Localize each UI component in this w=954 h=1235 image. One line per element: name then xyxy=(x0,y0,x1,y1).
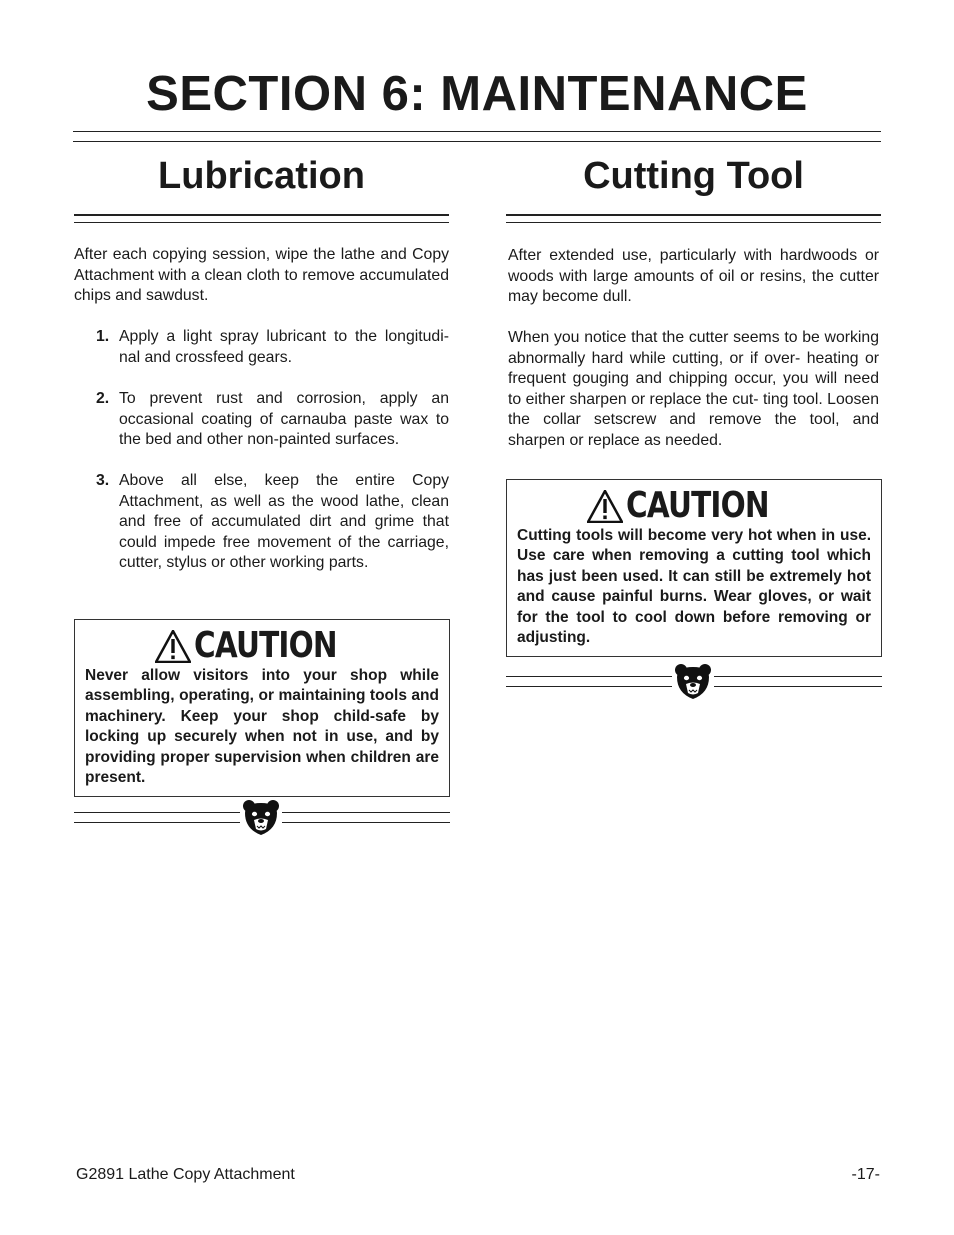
caution-header xyxy=(507,486,881,526)
end-rule xyxy=(506,686,672,687)
end-rule xyxy=(714,676,882,677)
step-number: 1. xyxy=(96,328,110,345)
bear-logo-icon xyxy=(241,799,281,837)
title-rule-top xyxy=(73,131,881,132)
end-rule xyxy=(282,812,450,813)
end-rule xyxy=(282,822,450,823)
caution-box-hot-tools xyxy=(506,479,882,657)
bear-logo-icon xyxy=(673,663,713,701)
section-title: SECTION 6: MAINTENANCE xyxy=(146,67,808,121)
lubrication-step xyxy=(96,389,449,451)
caution-text: Cutting tools will become very hot when in use. Use care when removing a cutting tool which has just been used. It can still be extremely hot and cause painful burns. Wear gloves, or wait for the tool to cool down before removing or adjusting. xyxy=(517,527,871,647)
footer-page-number: -17- xyxy=(851,1166,880,1183)
lubrication-rule-bottom xyxy=(74,222,449,223)
title-rule-bottom xyxy=(73,141,881,142)
caution-text: Never allow visitors into your shop while assembling, operating, or maintaining tools and machinery. Keep your shop child-safe by locking up securely when not in use, and by providing proper supervision when children are present. xyxy=(85,667,439,787)
step-number: 3. xyxy=(96,472,110,489)
lubrication-rule-top xyxy=(74,214,449,216)
lubrication-heading: Lubrication xyxy=(158,155,365,197)
step-text: To prevent rust and corrosion, apply an occasional coating of carnauba paste wax to the bed and other non-painted surfaces. xyxy=(119,390,449,448)
caution-label: CAUTION xyxy=(626,485,770,526)
end-rule xyxy=(74,812,240,813)
warning-triangle-icon xyxy=(587,490,623,523)
lubrication-step xyxy=(96,471,449,595)
cutting-tool-rule-bottom xyxy=(506,222,881,223)
lubrication-intro: After each copying session, wipe the lathe and Copy Attachment with a clean cloth to remove accumulated chips and sawdust. xyxy=(74,246,449,304)
cutting-tool-para-1: After extended use, particularly with hardwoods or woods with large amounts of oil or resins, the cutter may become dull. xyxy=(508,247,879,305)
caution-label: CAUTION xyxy=(194,625,338,666)
cutting-tool-heading: Cutting Tool xyxy=(583,155,804,197)
end-rule xyxy=(506,676,672,677)
caution-box-visitors xyxy=(74,619,450,797)
step-number: 2. xyxy=(96,390,110,407)
cutting-tool-rule-top xyxy=(506,214,881,216)
warning-triangle-icon xyxy=(155,630,191,663)
cutting-tool-para-2: When you notice that the cutter seems to be working abnormally hard while cutting, or if over- heating or frequent gouging and chipping occur, you will need to either sharpen or replace the cut- ting tool. Loosen the collar setscrew and remove the tool, and sharpen or replace as needed. xyxy=(508,329,879,449)
end-rule xyxy=(714,686,882,687)
step-text: Above all else, keep the entire Copy Attachment, as well as the wood lathe, clean and free of accumulated dirt and grime that could impede free movement of the carriage, cutter, stylus or other working parts. xyxy=(119,472,449,571)
end-rule xyxy=(74,822,240,823)
step-text: Apply a light spray lubricant to the longitudi- nal and crossfeed gears. xyxy=(119,328,449,366)
caution-header xyxy=(75,626,449,666)
lubrication-step xyxy=(96,327,449,369)
footer-manual-title: G2891 Lathe Copy Attachment xyxy=(76,1166,295,1183)
